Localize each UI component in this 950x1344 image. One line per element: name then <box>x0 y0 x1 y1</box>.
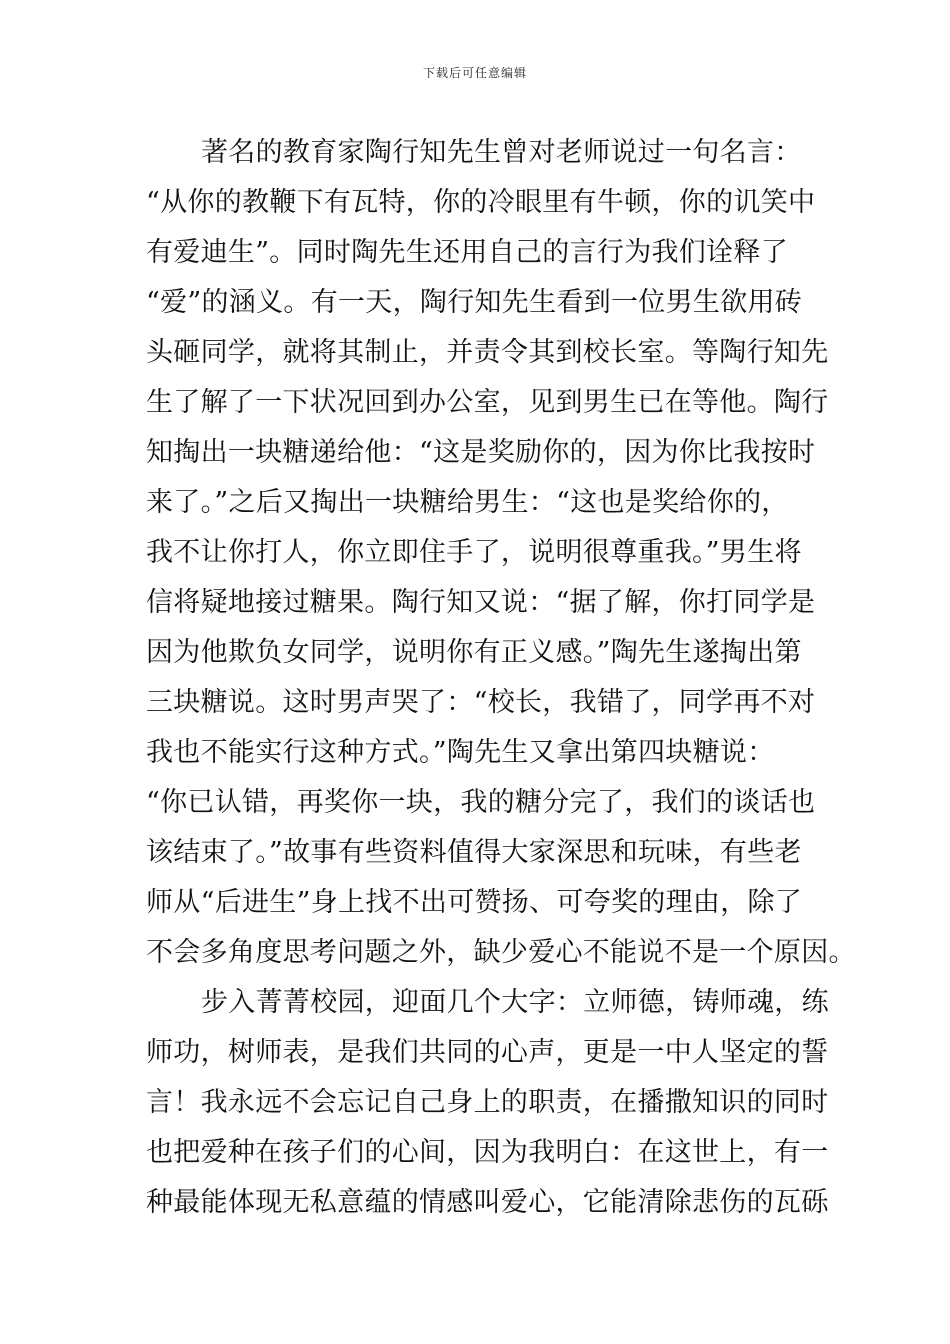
text-line: 不会多角度思考问题之外，缺少爱心不能说不是一个原因。 <box>146 937 856 968</box>
text-line: 来了。”之后又掏出一块糖给男生：“这也是奖给你的， <box>146 487 789 518</box>
text-line: 我也不能实行这种方式。”陶先生又拿出第四块糖说： <box>146 737 775 768</box>
page-header: 下载后可任意编辑 <box>422 66 527 80</box>
text-line: 三块糖说。这时男声哭了：“校长，我错了，同学再不对 <box>146 687 816 718</box>
paragraph-1 <box>146 128 856 978</box>
text-line: 生了解了一下状况回到办公室，见到男生已在等他。陶行 <box>146 387 829 418</box>
text-line: 有爱迪生”。同时陶先生还用自己的言行为我们诠释了 <box>146 237 789 268</box>
text-line: 头砸同学，就将其制止，并责令其到校长室。等陶行知先 <box>146 337 829 368</box>
text-line: 步入菁菁校园，迎面几个大字：立师德，铸师魂，练 <box>201 987 829 1018</box>
text-line: 该结束了。”故事有些资料值得大家深思和玩味，有些老 <box>146 837 802 868</box>
text-line: “你已认错，再奖你一块，我的糖分完了，我们的谈话也 <box>146 787 816 818</box>
text-line: 师从“后进生”身上找不出可赞扬、可夸奖的理由，除了 <box>146 887 803 918</box>
text-line: 种最能体现无私意蕴的情感叫爱心，它能清除悲伤的瓦砾 <box>146 1187 829 1218</box>
text-line: “爱”的涵义。有一天，陶行知先生看到一位男生欲用砖 <box>146 287 803 318</box>
text-line: 著名的教育家陶行知先生曾对老师说过一句名言： <box>201 137 802 168</box>
text-line: 信将疑地接过糖果。陶行知又说：“据了解，你打同学是 <box>146 587 816 618</box>
paragraph-2 <box>146 978 829 1228</box>
text-line: 因为他欺负女同学，说明你有正义感。”陶先生遂掏出第 <box>146 637 802 668</box>
text-line: 知掏出一块糖递给他：“这是奖励你的，因为你比我按时 <box>146 437 816 468</box>
text-line: 言！我永远不会忘记自己身上的职责，在播撒知识的同时 <box>146 1087 829 1118</box>
text-line: “从你的教鞭下有瓦特，你的冷眼里有牛顿，你的讥笑中 <box>146 187 816 218</box>
document-body <box>146 128 856 1228</box>
text-line: 我不让你打人，你立即住手了，说明很尊重我。”男生将 <box>146 537 802 568</box>
text-line: 师功，树师表，是我们共同的心声，更是一中人坚定的誓 <box>146 1037 829 1068</box>
text-line: 也把爱种在孩子们的心间，因为我明白：在这世上，有一 <box>146 1137 829 1168</box>
